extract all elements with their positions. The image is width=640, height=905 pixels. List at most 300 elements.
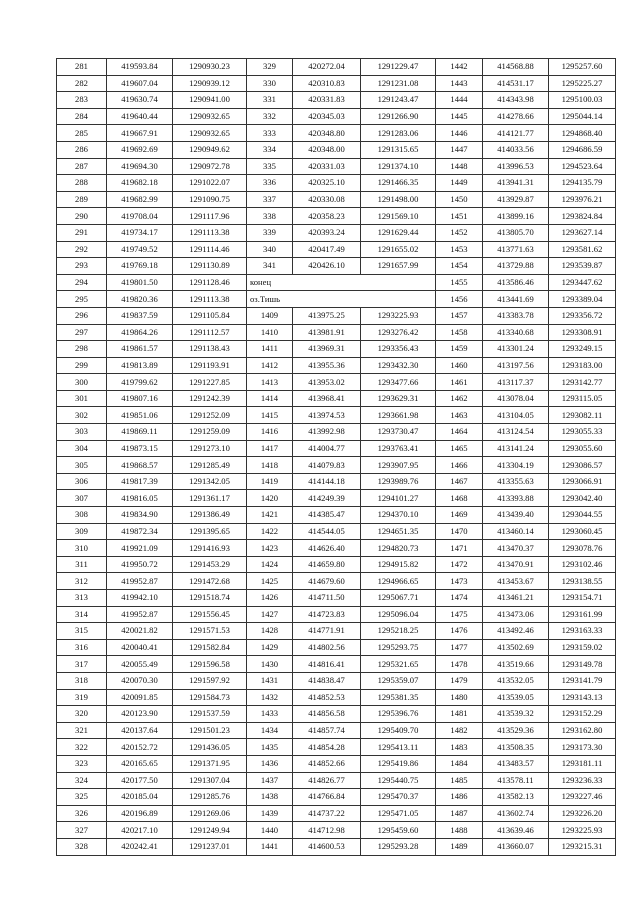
y-coordinate-cell: 1291193.91 <box>173 357 247 374</box>
y-coordinate-cell: 1291374.10 <box>361 158 436 175</box>
y-coordinate-cell: 1291571.53 <box>173 623 247 640</box>
point-number-cell: 1462 <box>436 390 483 407</box>
x-coordinate-cell: 413929.87 <box>483 191 549 208</box>
table-row <box>57 689 616 706</box>
point-number-cell: 340 <box>247 241 293 258</box>
y-coordinate-cell: 1293181.11 <box>549 755 616 772</box>
x-coordinate-cell: 419820.36 <box>107 291 173 308</box>
y-coordinate-cell: 1295257.60 <box>549 59 616 76</box>
point-number-cell: 287 <box>57 158 107 175</box>
y-coordinate-cell: 1291242.39 <box>173 390 247 407</box>
y-coordinate-cell: 1295067.71 <box>361 590 436 607</box>
y-coordinate-cell: 1291249.94 <box>173 822 247 839</box>
table-row <box>57 407 616 424</box>
point-number-cell: 1486 <box>436 789 483 806</box>
y-coordinate-cell: 1291105.84 <box>173 307 247 324</box>
y-coordinate-cell: 1291113.38 <box>173 224 247 241</box>
point-number-cell: 1441 <box>247 838 293 855</box>
x-coordinate-cell: 414816.41 <box>293 656 361 673</box>
point-number-cell: 1422 <box>247 523 293 540</box>
point-number-cell: 1433 <box>247 706 293 723</box>
point-number-cell: 309 <box>57 523 107 540</box>
y-coordinate-cell: 1293152.29 <box>549 706 616 723</box>
coordinate-table-body <box>57 59 616 856</box>
x-coordinate-cell: 413483.57 <box>483 755 549 772</box>
x-coordinate-cell: 413805.70 <box>483 224 549 241</box>
table-row <box>57 789 616 806</box>
y-coordinate-cell: 1291259.09 <box>173 424 247 441</box>
x-coordinate-cell: 419921.09 <box>107 540 173 557</box>
table-row <box>57 507 616 524</box>
table-row <box>57 224 616 241</box>
point-number-cell: 286 <box>57 141 107 158</box>
y-coordinate-cell: 1291498.00 <box>361 191 436 208</box>
y-coordinate-cell: 1293477.66 <box>361 374 436 391</box>
x-coordinate-cell: 414626.40 <box>293 540 361 557</box>
point-number-cell: 1456 <box>436 291 483 308</box>
y-coordinate-cell: 1291283.06 <box>361 125 436 142</box>
y-coordinate-cell: 1290972.78 <box>173 158 247 175</box>
y-coordinate-cell: 1293078.76 <box>549 540 616 557</box>
point-number-cell: 1485 <box>436 772 483 789</box>
x-coordinate-cell: 413539.05 <box>483 689 549 706</box>
point-number-cell: 333 <box>247 125 293 142</box>
point-number-cell: 1459 <box>436 341 483 358</box>
point-number-cell: 1458 <box>436 324 483 341</box>
x-coordinate-cell: 420055.49 <box>107 656 173 673</box>
point-number-cell: 307 <box>57 490 107 507</box>
point-number-cell: 1467 <box>436 473 483 490</box>
point-number-cell: 1446 <box>436 125 483 142</box>
point-number-cell: 1474 <box>436 590 483 607</box>
y-coordinate-cell: 1293163.33 <box>549 623 616 640</box>
point-number-cell: 1431 <box>247 672 293 689</box>
point-number-cell: 331 <box>247 92 293 109</box>
point-number-cell: 1413 <box>247 374 293 391</box>
table-row <box>57 158 616 175</box>
point-number-cell: 304 <box>57 440 107 457</box>
point-number-cell: 336 <box>247 175 293 192</box>
point-number-cell: 308 <box>57 507 107 524</box>
point-number-cell: 335 <box>247 158 293 175</box>
y-coordinate-cell: 1291090.75 <box>173 191 247 208</box>
point-number-cell: 1432 <box>247 689 293 706</box>
x-coordinate-cell: 420272.04 <box>293 59 361 76</box>
y-coordinate-cell: 1293060.45 <box>549 523 616 540</box>
x-coordinate-cell: 420331.83 <box>293 92 361 109</box>
point-number-cell: 1448 <box>436 158 483 175</box>
x-coordinate-cell: 419834.90 <box>107 507 173 524</box>
y-coordinate-cell: 1291655.02 <box>361 241 436 258</box>
table-row <box>57 590 616 607</box>
y-coordinate-cell: 1291022.07 <box>173 175 247 192</box>
point-number-cell: 1450 <box>436 191 483 208</box>
y-coordinate-cell: 1293055.60 <box>549 440 616 457</box>
point-number-cell: 318 <box>57 672 107 689</box>
point-number-cell: 1469 <box>436 507 483 524</box>
table-row <box>57 175 616 192</box>
x-coordinate-cell: 420070.30 <box>107 672 173 689</box>
x-coordinate-cell: 419630.74 <box>107 92 173 109</box>
y-coordinate-cell: 1291472.68 <box>173 573 247 590</box>
y-coordinate-cell: 1294820.73 <box>361 540 436 557</box>
y-coordinate-cell: 1293989.76 <box>361 473 436 490</box>
y-coordinate-cell: 1293141.79 <box>549 672 616 689</box>
point-number-cell: 1483 <box>436 739 483 756</box>
y-coordinate-cell: 1295440.75 <box>361 772 436 789</box>
x-coordinate-cell: 420325.10 <box>293 175 361 192</box>
point-number-cell: 1412 <box>247 357 293 374</box>
point-number-cell: 1477 <box>436 639 483 656</box>
point-number-cell: 1473 <box>436 573 483 590</box>
point-number-cell: 299 <box>57 357 107 374</box>
table-row <box>57 424 616 441</box>
x-coordinate-cell: 413502.69 <box>483 639 549 656</box>
y-coordinate-cell: 1291629.44 <box>361 224 436 241</box>
y-coordinate-cell: 1291269.06 <box>173 805 247 822</box>
point-number-cell: 1457 <box>436 307 483 324</box>
table-row <box>57 125 616 142</box>
x-coordinate-cell: 414826.77 <box>293 772 361 789</box>
x-coordinate-cell: 414385.47 <box>293 507 361 524</box>
table-row <box>57 639 616 656</box>
point-number-cell: 1434 <box>247 722 293 739</box>
point-number-cell: 1465 <box>436 440 483 457</box>
x-coordinate-cell: 413473.06 <box>483 606 549 623</box>
point-number-cell: 1470 <box>436 523 483 540</box>
x-coordinate-cell: 413975.25 <box>293 307 361 324</box>
y-coordinate-cell: 1295359.07 <box>361 672 436 689</box>
x-coordinate-cell: 413460.14 <box>483 523 549 540</box>
table-row <box>57 141 616 158</box>
point-number-cell: 306 <box>57 473 107 490</box>
point-number-cell: 1475 <box>436 606 483 623</box>
x-coordinate-cell: 420137.64 <box>107 722 173 739</box>
x-coordinate-cell: 413453.67 <box>483 573 549 590</box>
y-coordinate-cell: 1291436.05 <box>173 739 247 756</box>
x-coordinate-cell: 420185.04 <box>107 789 173 806</box>
x-coordinate-cell: 413955.36 <box>293 357 361 374</box>
x-coordinate-cell: 414737.22 <box>293 805 361 822</box>
table-row <box>57 374 616 391</box>
point-number-cell: 1476 <box>436 623 483 640</box>
y-coordinate-cell: 1291307.04 <box>173 772 247 789</box>
x-coordinate-cell: 414079.83 <box>293 457 361 474</box>
y-coordinate-cell: 1291130.89 <box>173 258 247 275</box>
table-row <box>57 722 616 739</box>
y-coordinate-cell: 1293159.02 <box>549 639 616 656</box>
point-number-cell: 1466 <box>436 457 483 474</box>
table-row <box>57 307 616 324</box>
point-number-cell: 1482 <box>436 722 483 739</box>
table-row <box>57 390 616 407</box>
x-coordinate-cell: 413340.68 <box>483 324 549 341</box>
x-coordinate-cell: 419607.04 <box>107 75 173 92</box>
y-coordinate-cell: 1291227.85 <box>173 374 247 391</box>
point-number-cell: 341 <box>247 258 293 275</box>
y-coordinate-cell: 1291113.38 <box>173 291 247 308</box>
table-row <box>57 822 616 839</box>
y-coordinate-cell: 1295100.03 <box>549 92 616 109</box>
y-coordinate-cell: 1294135.79 <box>549 175 616 192</box>
y-coordinate-cell: 1291371.95 <box>173 755 247 772</box>
y-coordinate-cell: 1290932.65 <box>173 125 247 142</box>
point-number-cell: 1461 <box>436 374 483 391</box>
y-coordinate-cell: 1291537.59 <box>173 706 247 723</box>
x-coordinate-cell: 419807.16 <box>107 390 173 407</box>
point-number-cell: 325 <box>57 789 107 806</box>
x-coordinate-cell: 419694.30 <box>107 158 173 175</box>
x-coordinate-cell: 413532.05 <box>483 672 549 689</box>
y-coordinate-cell: 1291584.73 <box>173 689 247 706</box>
y-coordinate-cell: 1293183.00 <box>549 357 616 374</box>
y-coordinate-cell: 1290949.62 <box>173 141 247 158</box>
point-number-cell: 322 <box>57 739 107 756</box>
point-number-cell: 1478 <box>436 656 483 673</box>
point-number-cell: 284 <box>57 108 107 125</box>
point-number-cell: 1424 <box>247 556 293 573</box>
point-number-cell: 1454 <box>436 258 483 275</box>
point-number-cell: 1425 <box>247 573 293 590</box>
table-row <box>57 274 616 291</box>
x-coordinate-cell: 414711.50 <box>293 590 361 607</box>
y-coordinate-cell: 1290930.23 <box>173 59 247 76</box>
x-coordinate-cell: 419868.57 <box>107 457 173 474</box>
point-number-cell: 1468 <box>436 490 483 507</box>
point-number-cell: 301 <box>57 390 107 407</box>
table-row <box>57 523 616 540</box>
point-number-cell: 1453 <box>436 241 483 258</box>
x-coordinate-cell: 419692.69 <box>107 141 173 158</box>
x-coordinate-cell: 414600.53 <box>293 838 361 855</box>
y-coordinate-cell: 1295293.75 <box>361 639 436 656</box>
point-number-cell: 1426 <box>247 590 293 607</box>
y-coordinate-cell: 1291582.84 <box>173 639 247 656</box>
y-coordinate-cell: 1291395.65 <box>173 523 247 540</box>
point-number-cell: 1437 <box>247 772 293 789</box>
y-coordinate-cell: 1294523.64 <box>549 158 616 175</box>
x-coordinate-cell: 414856.58 <box>293 706 361 723</box>
table-row <box>57 258 616 275</box>
point-number-cell: 288 <box>57 175 107 192</box>
coordinate-sheet <box>56 58 615 852</box>
table-row <box>57 573 616 590</box>
y-coordinate-cell: 1294651.35 <box>361 523 436 540</box>
point-number-cell: 1442 <box>436 59 483 76</box>
x-coordinate-cell: 413439.40 <box>483 507 549 524</box>
table-row <box>57 556 616 573</box>
y-coordinate-cell: 1294370.10 <box>361 507 436 524</box>
x-coordinate-cell: 413117.37 <box>483 374 549 391</box>
point-number-cell: 285 <box>57 125 107 142</box>
table-row <box>57 606 616 623</box>
y-coordinate-cell: 1291466.35 <box>361 175 436 192</box>
y-coordinate-cell: 1293661.98 <box>361 407 436 424</box>
y-coordinate-cell: 1295218.25 <box>361 623 436 640</box>
x-coordinate-cell: 413383.78 <box>483 307 549 324</box>
y-coordinate-cell: 1293215.31 <box>549 838 616 855</box>
point-number-cell: 1480 <box>436 689 483 706</box>
y-coordinate-cell: 1290941.00 <box>173 92 247 109</box>
table-row <box>57 805 616 822</box>
x-coordinate-cell: 419682.18 <box>107 175 173 192</box>
point-number-cell: 1444 <box>436 92 483 109</box>
table-row <box>57 772 616 789</box>
x-coordinate-cell: 413771.63 <box>483 241 549 258</box>
x-coordinate-cell: 419952.87 <box>107 606 173 623</box>
table-row <box>57 739 616 756</box>
point-number-cell: 296 <box>57 307 107 324</box>
x-coordinate-cell: 414852.53 <box>293 689 361 706</box>
point-number-cell: 297 <box>57 324 107 341</box>
point-number-cell: 330 <box>247 75 293 92</box>
point-number-cell: 1435 <box>247 739 293 756</box>
point-number-cell: 292 <box>57 241 107 258</box>
y-coordinate-cell: 1291112.57 <box>173 324 247 341</box>
x-coordinate-cell: 419851.06 <box>107 407 173 424</box>
point-number-cell: 1417 <box>247 440 293 457</box>
y-coordinate-cell: 1295413.11 <box>361 739 436 756</box>
x-coordinate-cell: 420330.08 <box>293 191 361 208</box>
x-coordinate-cell: 420196.89 <box>107 805 173 822</box>
x-coordinate-cell: 419734.17 <box>107 224 173 241</box>
y-coordinate-cell: 1291453.29 <box>173 556 247 573</box>
y-coordinate-cell: 1291569.10 <box>361 208 436 225</box>
y-coordinate-cell: 1293581.62 <box>549 241 616 258</box>
y-coordinate-cell: 1291416.93 <box>173 540 247 557</box>
x-coordinate-cell: 413104.05 <box>483 407 549 424</box>
y-coordinate-cell: 1291342.05 <box>173 473 247 490</box>
point-number-cell: 1429 <box>247 639 293 656</box>
point-number-cell: 1414 <box>247 390 293 407</box>
y-coordinate-cell: 1295044.14 <box>549 108 616 125</box>
y-coordinate-cell: 1293162.80 <box>549 722 616 739</box>
x-coordinate-cell: 419872.34 <box>107 523 173 540</box>
y-coordinate-cell: 1295096.04 <box>361 606 436 623</box>
point-number-cell: 1409 <box>247 307 293 324</box>
table-row <box>57 440 616 457</box>
y-coordinate-cell: 1291138.43 <box>173 341 247 358</box>
point-number-cell: 321 <box>57 722 107 739</box>
point-number-cell: 295 <box>57 291 107 308</box>
x-coordinate-cell: 414121.77 <box>483 125 549 142</box>
y-coordinate-cell: 1295459.60 <box>361 822 436 839</box>
y-coordinate-cell: 1293161.99 <box>549 606 616 623</box>
point-number-cell: конец <box>247 274 436 291</box>
y-coordinate-cell: 1295419.86 <box>361 755 436 772</box>
x-coordinate-cell: 413729.88 <box>483 258 549 275</box>
x-coordinate-cell: 413470.37 <box>483 540 549 557</box>
point-number-cell: 1428 <box>247 623 293 640</box>
point-number-cell: 312 <box>57 573 107 590</box>
y-coordinate-cell: 1293627.14 <box>549 224 616 241</box>
point-number-cell: 1418 <box>247 457 293 474</box>
x-coordinate-cell: 420348.80 <box>293 125 361 142</box>
table-row <box>57 324 616 341</box>
x-coordinate-cell: 419640.44 <box>107 108 173 125</box>
y-coordinate-cell: 1295471.05 <box>361 805 436 822</box>
point-number-cell: 327 <box>57 822 107 839</box>
x-coordinate-cell: 413355.63 <box>483 473 549 490</box>
point-number-cell: 1440 <box>247 822 293 839</box>
x-coordinate-cell: 414544.05 <box>293 523 361 540</box>
x-coordinate-cell: 420358.23 <box>293 208 361 225</box>
point-number-cell: 326 <box>57 805 107 822</box>
x-coordinate-cell: 419952.87 <box>107 573 173 590</box>
x-coordinate-cell: 419593.84 <box>107 59 173 76</box>
point-number-cell: 283 <box>57 92 107 109</box>
point-number-cell: 305 <box>57 457 107 474</box>
x-coordinate-cell: 414802.56 <box>293 639 361 656</box>
x-coordinate-cell: 414343.98 <box>483 92 549 109</box>
x-coordinate-cell: 420123.90 <box>107 706 173 723</box>
y-coordinate-cell: 1293225.93 <box>549 822 616 839</box>
point-number-cell: 291 <box>57 224 107 241</box>
x-coordinate-cell: 419942.10 <box>107 590 173 607</box>
y-coordinate-cell: 1293629.31 <box>361 390 436 407</box>
point-number-cell: 282 <box>57 75 107 92</box>
y-coordinate-cell: 1293236.33 <box>549 772 616 789</box>
table-row <box>57 838 616 855</box>
table-row <box>57 59 616 76</box>
y-coordinate-cell: 1291252.09 <box>173 407 247 424</box>
x-coordinate-cell: 419817.39 <box>107 473 173 490</box>
y-coordinate-cell: 1291597.92 <box>173 672 247 689</box>
y-coordinate-cell: 1295470.37 <box>361 789 436 806</box>
x-coordinate-cell: 419837.59 <box>107 307 173 324</box>
y-coordinate-cell: 1291114.46 <box>173 241 247 258</box>
x-coordinate-cell: 414249.39 <box>293 490 361 507</box>
x-coordinate-cell: 414531.17 <box>483 75 549 92</box>
point-number-cell: 316 <box>57 639 107 656</box>
point-number-cell: 1416 <box>247 424 293 441</box>
x-coordinate-cell: 419816.05 <box>107 490 173 507</box>
point-number-cell: 332 <box>247 108 293 125</box>
x-coordinate-cell: 413441.69 <box>483 291 549 308</box>
x-coordinate-cell: 413974.53 <box>293 407 361 424</box>
x-coordinate-cell: 413953.02 <box>293 374 361 391</box>
y-coordinate-cell: 1295381.35 <box>361 689 436 706</box>
point-number-cell: 313 <box>57 590 107 607</box>
table-row <box>57 706 616 723</box>
point-number-cell: 1445 <box>436 108 483 125</box>
y-coordinate-cell: 1291117.96 <box>173 208 247 225</box>
point-number-cell: 334 <box>247 141 293 158</box>
y-coordinate-cell: 1293447.62 <box>549 274 616 291</box>
point-number-cell: 1438 <box>247 789 293 806</box>
y-coordinate-cell: 1291657.99 <box>361 258 436 275</box>
x-coordinate-cell: 413141.24 <box>483 440 549 457</box>
x-coordinate-cell: 420152.72 <box>107 739 173 756</box>
point-number-cell: 1410 <box>247 324 293 341</box>
point-number-cell: 1449 <box>436 175 483 192</box>
x-coordinate-cell: 414278.66 <box>483 108 549 125</box>
point-number-cell: 1455 <box>436 274 483 291</box>
y-coordinate-cell: 1293976.21 <box>549 191 616 208</box>
y-coordinate-cell: 1291273.10 <box>173 440 247 457</box>
x-coordinate-cell: 414771.91 <box>293 623 361 640</box>
x-coordinate-cell: 414004.77 <box>293 440 361 457</box>
table-row <box>57 357 616 374</box>
y-coordinate-cell: 1293308.91 <box>549 324 616 341</box>
x-coordinate-cell: 413470.91 <box>483 556 549 573</box>
x-coordinate-cell: 413197.56 <box>483 357 549 374</box>
point-number-cell: 1463 <box>436 407 483 424</box>
point-number-cell: 1421 <box>247 507 293 524</box>
y-coordinate-cell: 1295293.28 <box>361 838 436 855</box>
point-number-cell: 1489 <box>436 838 483 855</box>
x-coordinate-cell: 413578.11 <box>483 772 549 789</box>
